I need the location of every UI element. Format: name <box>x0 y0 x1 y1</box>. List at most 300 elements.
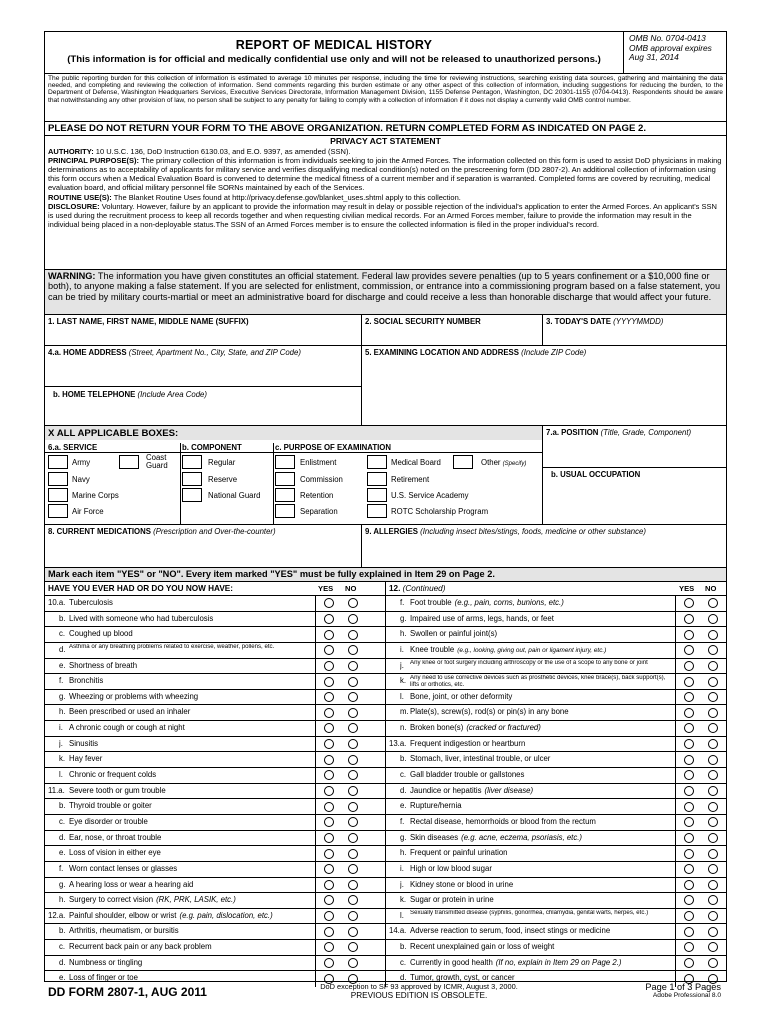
answer-area <box>675 596 726 611</box>
question-label: Knee trouble <box>410 644 455 654</box>
yes-radio[interactable] <box>324 661 334 671</box>
label-service-academy: U.S. Service Academy <box>391 491 469 500</box>
question-text <box>69 661 313 670</box>
label-army: Army <box>72 458 91 467</box>
yes-radio[interactable] <box>684 849 694 859</box>
question-label: Wheezing or problems with wheezing <box>69 691 199 701</box>
question-text <box>69 629 313 638</box>
checkbox-other[interactable] <box>453 455 473 469</box>
question-text <box>69 973 313 982</box>
answer-area <box>675 831 726 846</box>
privacy-purpose: PRINCIPAL PURPOSE(S): The primary collection of this information is from individuals seeking to join the Armed Forces. The information collected on this form is used to assist DoD physicians in making determinations as to acceptability of applicants for military service and verifies disqualifying medical condition(s) noted on the prescreening form (DD 2807-2). An additional collection of information using this form occurs when a Medical Evaluation Board is convened to determine the medical fitness of a current member and if separation is warranted. Completed forms are covered by recruiting, medical evaluation board, and official military personnel file SORNs maintained by each of the Services. <box>48 156 722 193</box>
no-radio[interactable] <box>708 786 718 796</box>
question-label: Tuberculosis <box>69 598 113 607</box>
omb-date: Aug 31, 2014 <box>629 52 679 63</box>
question-text <box>69 895 313 904</box>
question-row <box>45 752 385 768</box>
question-row <box>45 956 385 972</box>
checkbox-medical-board[interactable] <box>367 455 387 469</box>
yes-radio[interactable] <box>324 927 334 937</box>
yes-radio[interactable] <box>324 677 334 687</box>
answer-area <box>675 612 726 627</box>
question-number: f. <box>59 676 64 686</box>
question-note: (e.g., pain, corns, bunions, etc.) <box>454 598 564 607</box>
question-note: (If no, explain in Item 29 on Page 2.) <box>495 957 622 967</box>
no-radio[interactable] <box>348 802 358 812</box>
service-label: 6.a. SERVICE <box>48 443 98 452</box>
question-row <box>386 705 726 721</box>
label-reserve: Reserve <box>208 475 238 484</box>
question-number: c. <box>400 770 407 780</box>
privacy-routine: ROUTINE USE(S): The Blanket Routine Uses found at http://privacy.defense.gov/blanket_uses.shtml apply to this collection. <box>48 192 461 202</box>
yes-radio[interactable] <box>324 614 334 624</box>
yes-radio[interactable] <box>684 630 694 640</box>
question-row <box>45 940 385 956</box>
question-label: Surgery to correct vision <box>69 895 154 905</box>
right-no-heading: NO <box>705 584 717 593</box>
form-footer <box>44 982 727 1012</box>
question-label: Sugar or protein in urine <box>410 895 494 905</box>
question-text <box>69 739 313 748</box>
question-note: (RK, PRK, LASIK, etc.) <box>156 895 236 905</box>
label-enlistment: Enlistment <box>300 458 337 467</box>
no-radio[interactable] <box>708 833 718 843</box>
question-text <box>69 833 313 842</box>
no-radio[interactable] <box>708 677 718 687</box>
question-label: Recurrent back pain or any back problem <box>69 942 212 952</box>
question-number: b. <box>59 926 66 936</box>
question-row <box>45 799 385 815</box>
checkbox-army[interactable] <box>48 455 68 469</box>
answer-area <box>675 956 726 971</box>
question-text <box>410 629 673 638</box>
checkbox-reserve[interactable] <box>182 472 202 486</box>
question-number: b. <box>59 613 66 623</box>
footer-exception: DoD exception to SF 93 approved by ICMR, August 3, 2000. <box>320 982 518 991</box>
yes-radio[interactable] <box>324 958 334 968</box>
label-commission: Commission <box>300 475 343 484</box>
question-note: (cracked or fractured) <box>466 723 541 733</box>
yes-radio[interactable] <box>324 786 334 796</box>
question-number: 11.a. <box>48 785 65 795</box>
question-text <box>410 942 673 951</box>
question-row <box>386 784 726 800</box>
yes-radio[interactable] <box>684 739 694 749</box>
question-row <box>45 893 385 909</box>
no-radio[interactable] <box>348 630 358 640</box>
question-row <box>386 846 726 862</box>
question-number: c. <box>59 942 66 952</box>
label-regular: Regular <box>208 458 236 467</box>
question-row <box>45 612 385 628</box>
question-number: b. <box>59 801 66 811</box>
field-home-address[interactable]: 4.a. HOME ADDRESS (Street, Apartment No., City, State, and ZIP Code) <box>45 346 362 386</box>
adobe-version: Adobe Professional 8.0 <box>652 992 721 999</box>
question-text <box>410 675 673 688</box>
yes-radio[interactable] <box>324 708 334 718</box>
question-row <box>386 878 726 894</box>
question-label: Bone, joint, or other deformity <box>410 691 513 701</box>
no-radio[interactable] <box>708 927 718 937</box>
question-label: Painful shoulder, elbow or wrist <box>69 910 177 920</box>
no-radio[interactable] <box>348 927 358 937</box>
label-separation: Separation <box>300 507 338 516</box>
question-text <box>69 644 313 650</box>
question-row <box>45 846 385 862</box>
question-row <box>386 893 726 909</box>
no-radio[interactable] <box>708 708 718 718</box>
return-notice: PLEASE DO NOT RETURN YOUR FORM TO THE ABOVE ORGANIZATION. RETURN COMPLETED FORM AS INDICATED ON PAGE 2. <box>45 122 726 136</box>
question-row <box>386 768 726 784</box>
question-number: g. <box>400 832 407 842</box>
question-text <box>410 692 673 701</box>
yes-radio[interactable] <box>684 786 694 796</box>
label-medical-board: Medical Board <box>391 458 441 467</box>
question-row <box>45 674 385 690</box>
question-text <box>410 973 673 982</box>
yes-radio[interactable] <box>684 755 694 765</box>
form-header <box>45 32 726 74</box>
question-text <box>410 786 673 795</box>
checkbox-national-guard[interactable] <box>182 488 202 502</box>
question-row <box>45 768 385 784</box>
label-retirement: Retirement <box>391 475 430 484</box>
yes-radio[interactable] <box>324 739 334 749</box>
yes-radio[interactable] <box>324 849 334 859</box>
form-title: REPORT OF MEDICAL HISTORY <box>235 38 433 52</box>
question-number: j. <box>400 879 404 889</box>
question-row <box>45 643 385 659</box>
question-row <box>45 721 385 737</box>
answer-area <box>675 705 726 720</box>
answer-area <box>675 924 726 939</box>
question-number: c. <box>59 816 66 826</box>
label-marine-corps: Marine Corps <box>72 491 119 500</box>
answer-area <box>675 909 726 924</box>
question-text <box>69 880 313 889</box>
question-text <box>69 911 313 920</box>
question-number: 12.a. <box>48 910 66 920</box>
question-label: Sinusitis <box>69 738 99 748</box>
question-row <box>386 627 726 643</box>
question-number: c. <box>59 629 66 639</box>
question-number: d. <box>59 957 66 967</box>
question-label: Foot trouble <box>410 598 452 607</box>
question-text <box>410 817 673 826</box>
have-you-ever-heading: HAVE YOU EVER HAD OR DO YOU NOW HAVE: <box>48 584 233 593</box>
checkbox-retirement[interactable] <box>367 472 387 486</box>
question-number: e. <box>59 660 66 670</box>
question-row <box>45 627 385 643</box>
checkbox-retention[interactable] <box>275 488 295 502</box>
question-number: k. <box>59 754 66 764</box>
question-number: i. <box>400 863 404 873</box>
no-radio[interactable] <box>708 958 718 968</box>
no-radio[interactable] <box>348 677 358 687</box>
form-subtitle: (This information is for official and medically confidential use only and will not be released to unauthorized persons.) <box>67 54 601 65</box>
yes-radio[interactable] <box>684 614 694 624</box>
question-label: Sexually transmitted disease (syphilis, gonorrhea, chlamydia, genital warts, herpes, etc.) <box>410 909 649 916</box>
question-row <box>386 940 726 956</box>
field-home-telephone[interactable]: b. HOME TELEPHONE (Include Area Code) <box>45 386 362 425</box>
question-number: l. <box>59 770 63 780</box>
no-radio[interactable] <box>348 833 358 843</box>
question-columns <box>45 582 726 987</box>
answer-area <box>675 768 726 783</box>
form-number: DD FORM 2807-1, AUG 2011 <box>48 985 207 999</box>
yes-radio[interactable] <box>324 802 334 812</box>
no-radio[interactable] <box>348 614 358 624</box>
question-text <box>410 707 673 716</box>
label-air-force: Air Force <box>72 507 104 516</box>
field-current-medications[interactable]: 8. CURRENT MEDICATIONS (Prescription and Over-the-counter) <box>45 525 362 567</box>
answer-area <box>675 674 726 689</box>
checkbox-rotc[interactable] <box>367 504 387 518</box>
question-text <box>69 676 313 685</box>
no-radio[interactable] <box>348 880 358 890</box>
checkbox-regular[interactable] <box>182 455 202 469</box>
question-row <box>386 956 726 972</box>
question-number: 14.a. <box>389 926 407 936</box>
question-row <box>45 924 385 940</box>
answer-area <box>675 643 726 658</box>
no-radio[interactable] <box>348 661 358 671</box>
question-label: Skin diseases <box>410 832 459 842</box>
row-applicable-boxes <box>45 426 726 525</box>
question-label: Worn contact lenses or glasses <box>69 863 178 873</box>
question-number: i. <box>59 723 63 733</box>
question-row <box>386 924 726 940</box>
question-number: e. <box>400 801 407 811</box>
question-label: Been prescribed or used an inhaler <box>69 707 191 717</box>
question-row <box>386 690 726 706</box>
question-number: b. <box>400 754 407 764</box>
no-radio[interactable] <box>708 661 718 671</box>
question-text <box>69 801 313 810</box>
field-ssn[interactable]: 2. SOCIAL SECURITY NUMBER <box>362 315 543 345</box>
question-number: d. <box>59 832 66 842</box>
question-row <box>45 878 385 894</box>
no-radio[interactable] <box>708 849 718 859</box>
label-coast-guard: Coast Guard <box>146 453 168 470</box>
answer-area <box>675 784 726 799</box>
left-no-heading: NO <box>345 584 357 593</box>
field-position[interactable]: 7.a. POSITION (Title, Grade, Component) <box>543 426 726 468</box>
yes-radio[interactable] <box>324 755 334 765</box>
x-all-applicable-label: X ALL APPLICABLE BOXES: <box>45 426 542 440</box>
question-label: Impaired use of arms, legs, hands, or feet <box>410 613 554 623</box>
checkbox-navy[interactable] <box>48 472 68 486</box>
question-number: d. <box>400 785 407 795</box>
field-allergies[interactable]: 9. ALLERGIES (Including insect bites/stings, foods, medicine or other substance) <box>365 527 646 536</box>
answer-area <box>675 690 726 705</box>
question-row <box>45 909 385 925</box>
question-text <box>69 942 313 951</box>
question-number: 10.a. <box>48 598 66 607</box>
checkbox-marine-corps[interactable] <box>48 488 68 502</box>
question-text <box>410 801 673 810</box>
question-label: Chronic or frequent colds <box>69 770 157 780</box>
answer-area <box>675 878 726 893</box>
question-text <box>69 848 313 857</box>
checkbox-separation[interactable] <box>275 504 295 518</box>
field-usual-occupation[interactable]: b. USUAL OCCUPATION <box>551 470 641 479</box>
question-text <box>410 910 673 916</box>
question-text <box>410 926 673 935</box>
no-radio[interactable] <box>708 755 718 765</box>
yes-radio[interactable] <box>324 630 334 640</box>
question-text <box>410 660 673 666</box>
purpose-label: c. PURPOSE OF EXAMINATION <box>275 443 391 452</box>
no-radio[interactable] <box>348 739 358 749</box>
question-text <box>410 739 673 748</box>
question-row <box>386 721 726 737</box>
question-label: Rectal disease, hemorrhoids or blood from the rectum <box>410 816 596 826</box>
question-column-left <box>45 582 386 987</box>
question-label: Hay fever <box>69 754 103 764</box>
question-text <box>69 598 313 607</box>
yes-radio[interactable] <box>684 802 694 812</box>
question-number: f. <box>400 598 405 607</box>
question-row <box>45 659 385 675</box>
answer-area <box>675 799 726 814</box>
question-text <box>410 880 673 889</box>
yes-radio[interactable] <box>684 958 694 968</box>
question-note: (e.g., looking, giving out, pain or ligament injury, etc.) <box>457 646 607 654</box>
yes-radio[interactable] <box>684 708 694 718</box>
question-label: Thyroid trouble or goiter <box>69 801 152 811</box>
question-label: Numbness or tingling <box>69 957 143 967</box>
question-number: l. <box>400 910 404 920</box>
answer-area <box>675 846 726 861</box>
field-name[interactable]: 1. LAST NAME, FIRST NAME, MIDDLE NAME (SUFFIX) <box>45 315 362 345</box>
no-radio[interactable] <box>708 802 718 812</box>
question-number: n. <box>400 723 407 733</box>
checkbox-enlistment[interactable] <box>275 455 295 469</box>
warning-statement: WARNING: The information you have given constitutes an official statement. Federal law provides severe penalties (up to 5 years confinement or a $10,000 fine or both), to anyone making a false statement. If you are selected for enlistment, commission, or entrance into a commissioning program based on a false statement, you can be tried by military courts-martial or meet an administrative board for discharge and could receive a less than honorable discharge that would affect your future. <box>45 270 726 315</box>
left-column-header <box>45 582 385 596</box>
no-radio[interactable] <box>708 630 718 640</box>
question-number: i. <box>400 644 404 654</box>
question-label: Broken bone(s) <box>410 723 464 733</box>
label-retention: Retention <box>300 491 334 500</box>
question-number: d. <box>400 973 407 983</box>
no-radio[interactable] <box>348 958 358 968</box>
question-row <box>45 784 385 800</box>
question-label: Recent unexplained gain or loss of weight <box>410 942 555 952</box>
no-radio[interactable] <box>348 708 358 718</box>
question-label: Jaundice or hepatitis <box>410 785 482 795</box>
no-radio[interactable] <box>708 739 718 749</box>
question-label: Bronchitis <box>69 676 104 686</box>
no-radio[interactable] <box>708 614 718 624</box>
yes-radio[interactable] <box>684 927 694 937</box>
checkbox-service-academy[interactable] <box>367 488 387 502</box>
question-row <box>45 690 385 706</box>
question-text <box>69 770 313 779</box>
yes-radio[interactable] <box>684 880 694 890</box>
question-number: h. <box>59 707 66 717</box>
question-row <box>386 862 726 878</box>
question-row <box>45 596 385 612</box>
question-row <box>386 909 726 925</box>
question-label: Adverse reaction to serum, food, insect stings or medicine <box>410 926 611 936</box>
answer-area <box>675 893 726 908</box>
question-row <box>45 705 385 721</box>
yes-radio[interactable] <box>324 833 334 843</box>
question-label: Coughed up blood <box>69 629 133 639</box>
checkbox-coast-guard[interactable] <box>119 455 139 469</box>
component-label: b. COMPONENT <box>182 443 242 452</box>
field-examining-location[interactable]: 5. EXAMINING LOCATION AND ADDRESS (Include ZIP Code) <box>365 348 587 357</box>
question-number: g. <box>400 613 407 623</box>
question-label: Rupture/hernia <box>410 801 462 811</box>
question-text <box>410 754 673 763</box>
question-label: Severe tooth or gum trouble <box>69 785 166 795</box>
yes-radio[interactable] <box>684 833 694 843</box>
question-label: Frequent or painful urination <box>410 848 508 858</box>
page-number: Page 1 of 3 Pages <box>645 982 721 992</box>
question-row <box>45 862 385 878</box>
no-radio[interactable] <box>348 786 358 796</box>
answer-area <box>675 862 726 877</box>
question-text <box>410 645 673 654</box>
yes-radio[interactable] <box>684 677 694 687</box>
label-other: Other (Specify) <box>481 458 527 467</box>
question-row <box>386 643 726 659</box>
right-column-header <box>386 582 726 596</box>
question-text <box>69 754 313 763</box>
question-number: c. <box>400 957 407 967</box>
question-number: d. <box>59 644 66 654</box>
yes-radio[interactable] <box>684 661 694 671</box>
burden-statement: The public reporting burden for this collection of information is estimated to average 10 minutes per response, including the time for reviewing instructions, searching existing data sources, gathering and maintaining the data needed, and completing and reviewing the collection of information. Send comments regarding this burden estimate or any other aspect of this collection of information, including suggestions for reducing the burden, to the Department of Defense, Washington Headquarters Services, Executive Services Directorate, Information Management Division, 1155 Defense Pentagon, Washington, DC 20301-1155 (0704-0413). Respondents should be aware that notwithstanding any other provision of law, no person shall be subject to any penalty for failing to comply with a collection of information if it does not display a currently valid OMB control number. <box>45 74 726 122</box>
answer-area <box>675 815 726 830</box>
question-text <box>69 723 313 732</box>
footer-obsolete: PREVIOUS EDITION IS OBSOLETE. <box>350 991 488 1000</box>
question-text <box>410 770 673 779</box>
yes-radio[interactable] <box>324 880 334 890</box>
question-note: (e.g. acne, eczema, psoriasis, etc.) <box>461 832 583 842</box>
question-note: (e.g. pain, dislocation, etc.) <box>179 910 273 920</box>
question-text <box>410 614 673 623</box>
question-label: Kidney stone or blood in urine <box>410 879 514 889</box>
question-label: Tumor, growth, cyst, or cancer <box>410 973 515 983</box>
question-text <box>410 848 673 857</box>
question-row <box>386 612 726 628</box>
question-text <box>410 723 673 732</box>
question-label: Loss of vision in either eye <box>69 848 161 858</box>
left-yes-heading: YES <box>318 584 334 593</box>
checkbox-commission[interactable] <box>275 472 295 486</box>
question-number: k. <box>400 895 407 905</box>
checkbox-air-force[interactable] <box>48 504 68 518</box>
no-radio[interactable] <box>348 755 358 765</box>
question-row <box>386 737 726 753</box>
no-radio[interactable] <box>708 880 718 890</box>
question-label: Frequent indigestion or heartburn <box>410 738 526 748</box>
question-text <box>69 864 313 873</box>
right-yes-heading: YES <box>679 584 695 593</box>
question-label: High or low blood sugar <box>410 863 492 873</box>
privacy-authority: AUTHORITY: 10 U.S.C. 136, DoD Instruction 6130.03, and E.O. 9397, as amended (SSN). <box>48 147 351 157</box>
question-label: Loss of finger or toe <box>69 973 138 983</box>
question-column-right <box>386 582 726 987</box>
field-date[interactable]: 3. TODAY'S DATE (YYYYMMDD) <box>546 317 664 326</box>
no-radio[interactable] <box>348 849 358 859</box>
question-label: Stomach, liver, intestinal trouble, or ulcer <box>410 754 551 764</box>
question-label: Arthritis, rheumatism, or bursitis <box>69 926 179 936</box>
